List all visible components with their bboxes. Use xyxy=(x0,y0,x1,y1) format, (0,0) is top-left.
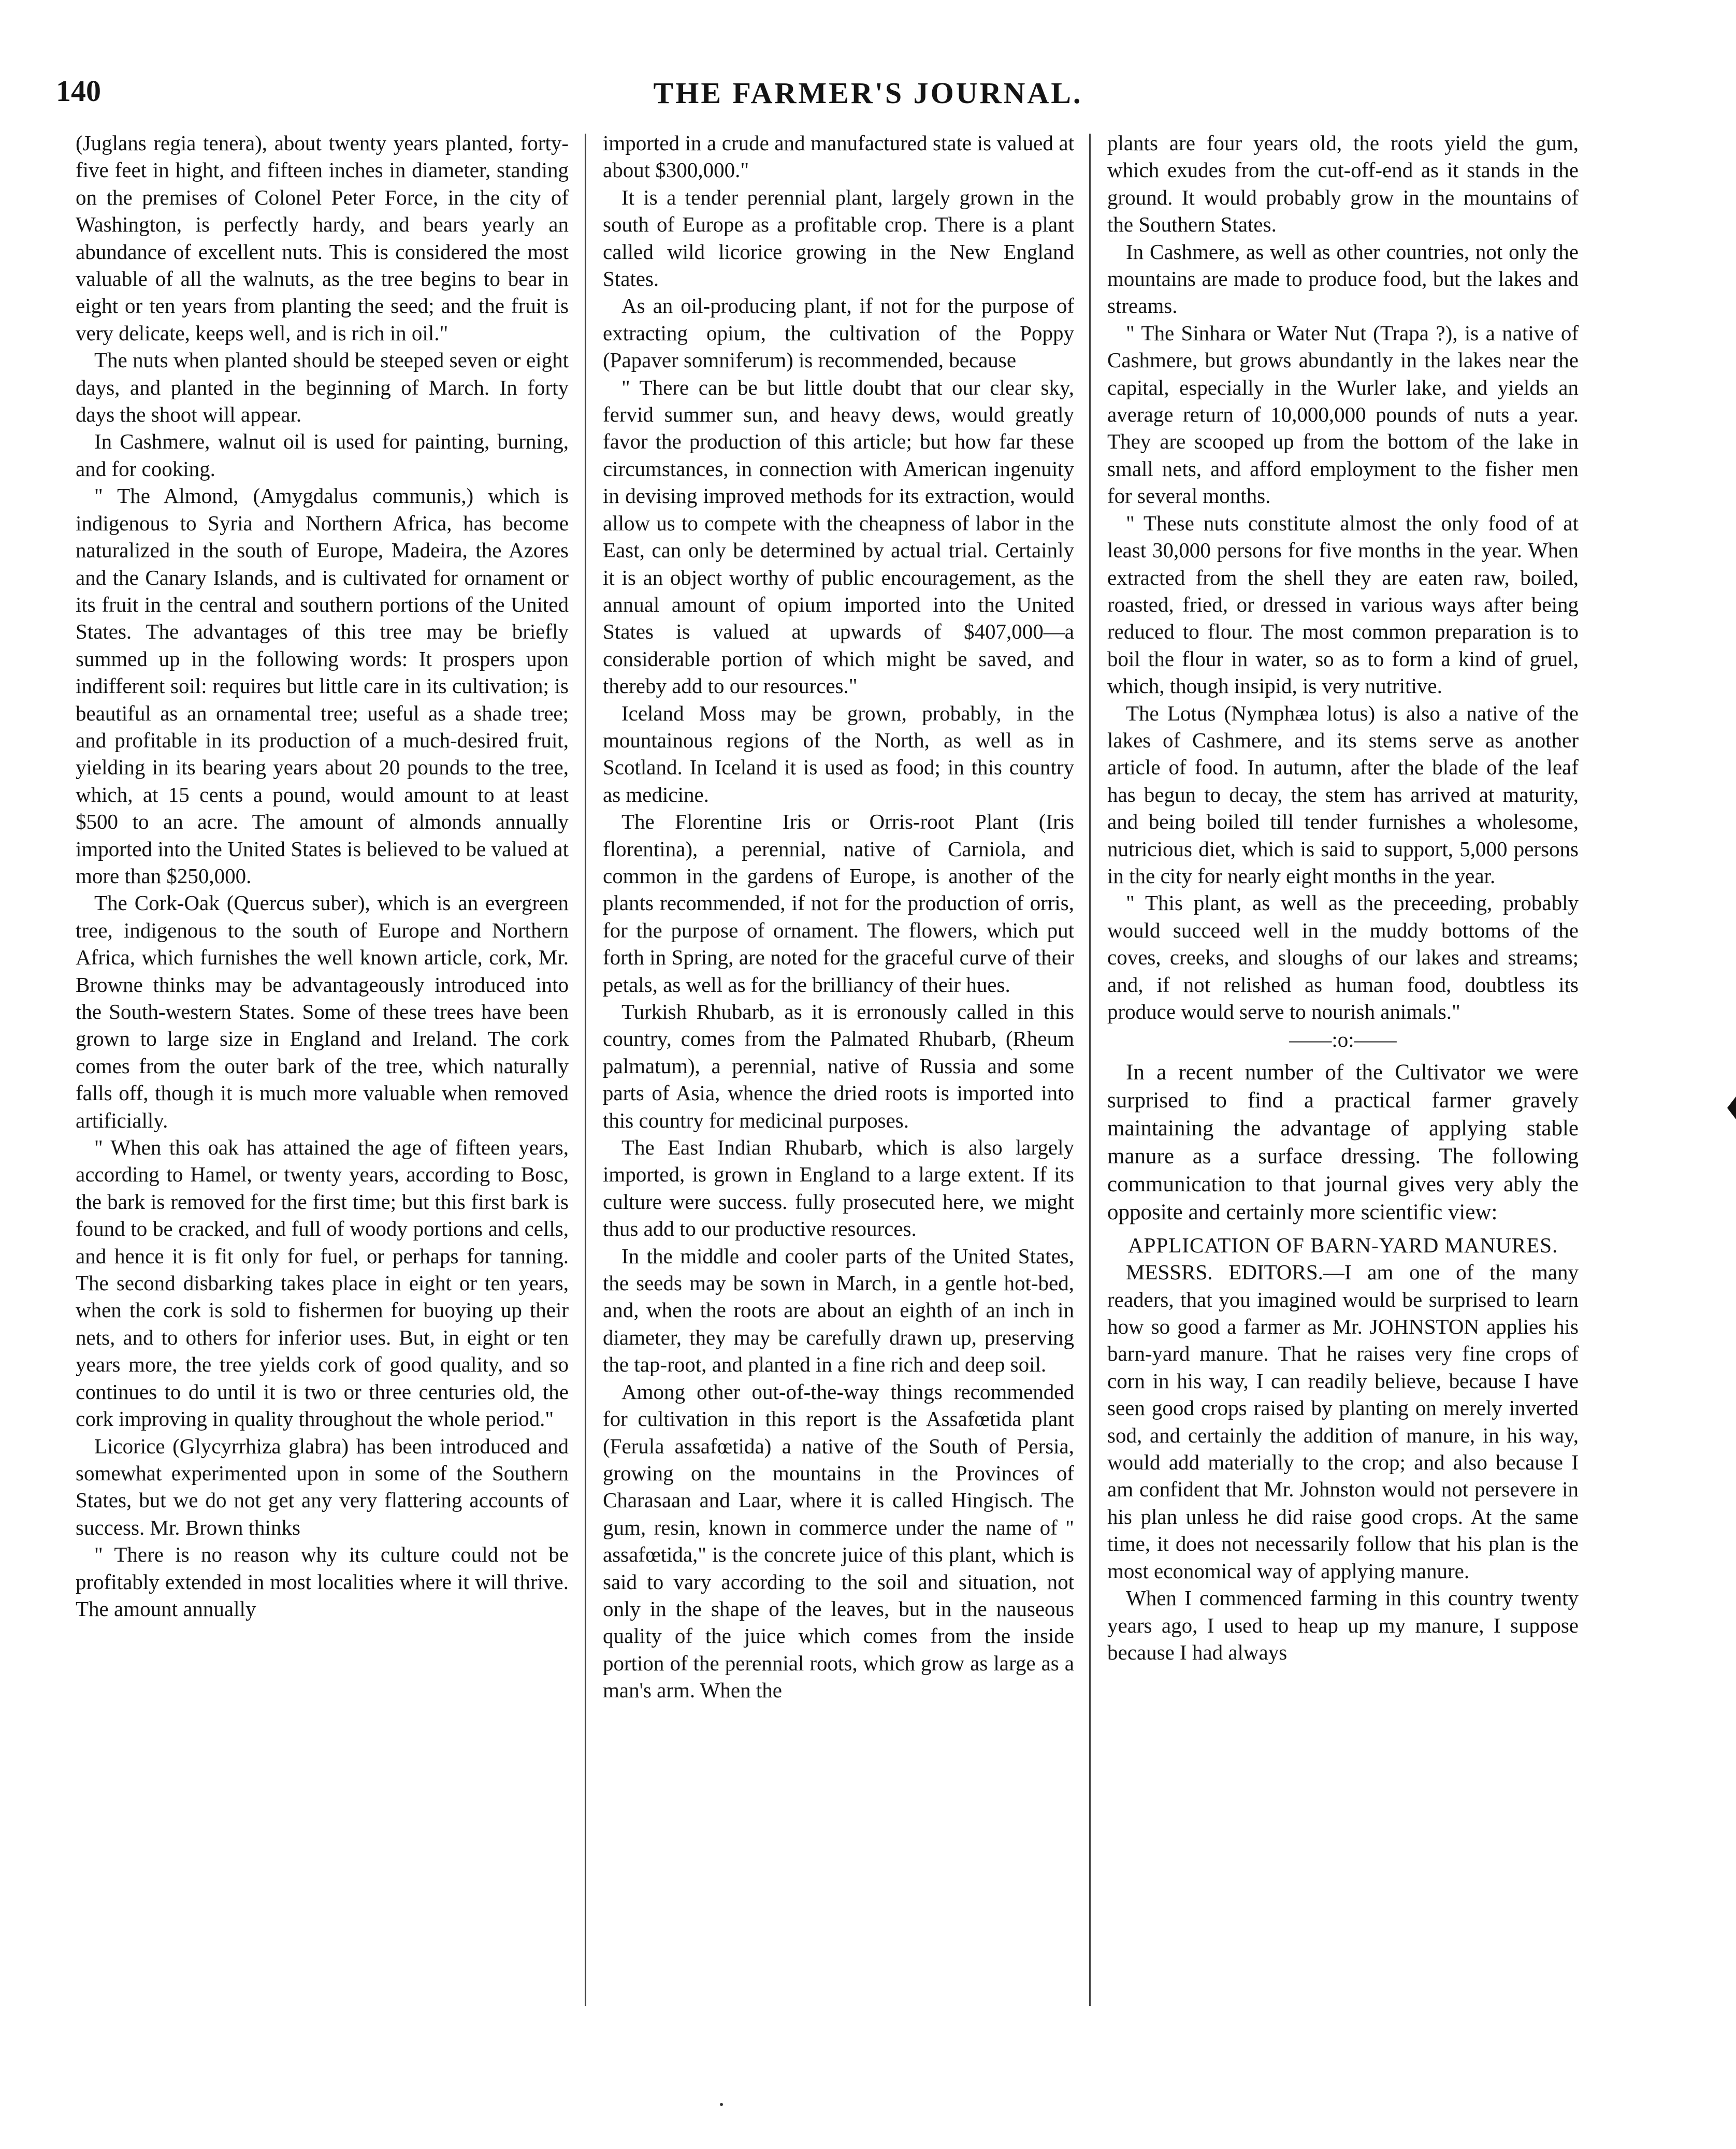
page-header xyxy=(0,74,1736,115)
page-edge-arrow-icon xyxy=(1727,1097,1736,1119)
letter-paragraph: MESSRS. EDITORS.—I am one of the many readers, that you imagined would be surprised to learn how so good a farmer as Mr. JOHNSTON applies his barn-yard manure. That he raises very fine crops of corn in his way, I can readily believe, because I have seen good crops raised by planting on merely inverted sod, and certainly the addition of manure, in his way, would add materially to the crop; and also because I am confident that Mr. Johnston would not persevere in his plan unless he did raise good crops. At the same time, it does not necessarily follow that his plan is the most economical way of applying manure. xyxy=(1107,1260,1579,1583)
column-rule xyxy=(585,134,586,2006)
paragraph: " These nuts constitute almost the only food of at least 30,000 persons for five months in the year. When extracted from the shell they are eaten raw, boiled, roasted, fried, or dressed in various ways after being reduced to flour. The most common preparation is to boil the flour in water, so as to form a kind of gruel, which, though insipid, is very nutritive. xyxy=(1107,511,1579,698)
paragraph: " There is no reason why its culture could not be profitably extended in most localities where it will thrive. The amount annually xyxy=(76,1542,569,1621)
paragraph: " There can be but little doubt that our clear sky, fervid summer sun, and heavy dews, would greatly favor the production of this article; but how far these circumstances, in connection with American ingenuity in devising improved methods for its extraction, would allow us to compete with the cheapness of labor in the East, can only be determined by actual trial. Certainly it is an object worthy of public encouragement, as the annual amount of opium imported into the United States is valued at upwards of $407,000—a considerable portion of which might be saved, and thereby add to our resources." xyxy=(603,375,1074,698)
section-heading: APPLICATION OF BARN-YARD MANURES. xyxy=(1128,1233,1558,1257)
paragraph: (Juglans regia tenera), about twenty years planted, forty-five feet in hight, and fifteen inches in diameter, standing on the premises of Colonel Peter Force, in the city of Washington, is perfectly hardy, and bears yearly an abundance of excellent nuts. This is considered the most valuable of all the walnuts, as the tree begins to bear in eight or ten years from planting the seed; and the fruit is very delicate, keeps well, and is rich in oil." xyxy=(76,131,569,345)
paragraph: The Cork-Oak (Quercus suber), which is an evergreen tree, indigenous to the south of Europe and Northern Africa, which furnishes the well known article, cork, Mr. Browne thinks may be advantageously introduced into the South-western States. Some of these trees have been grown to large size in England and Ireland. The cork comes from the outer bark of the tree, which naturally falls off, though it is much more valuable when removed artificially. xyxy=(76,891,569,1132)
column-3 xyxy=(1107,129,1579,1666)
paragraph: Iceland Moss may be grown, probably, in the mountainous regions of the North, as well as in Scotland. In Iceland it is used as food; in this country as medicine. xyxy=(603,701,1074,806)
paragraph: " The Almond, (Amygdalus communis,) which is indigenous to Syria and Northern Africa, has become naturalized in the south of Europe, Madeira, the Azores and the Canary Islands, and is cultivated for ornament or its fruit in the central and southern portions of the United States. The advantages of this tree may be briefly summed up in the following words: It prospers upon indifferent soil: requires but little care in its cultivation; is beautiful as an ornamental tree; useful as a shade tree; and profitable in its production of a much-desired fruit, yielding in its bearing years about 20 pounds to the tree, which, at 15 cents a pound, would amount to at least $500 to an acre. The amount of almonds annually imported into the United States is believed to be valued at more than $250,000. xyxy=(76,484,569,888)
paragraph: The Lotus (Nymphæa lotus) is also a native of the lakes of Cashmere, and its stems serve as another article of food. In autumn, after the blade of the leaf has begun to decay, the stem has arrived at maturity, and being boiled till tender furnishes a wholesome, nutricious diet, which is said to support, 5,000 persons in the city for nearly eight months in the year. xyxy=(1107,701,1579,888)
column-2 xyxy=(603,129,1074,1704)
running-title: THE FARMER'S JOURNAL. xyxy=(653,76,1083,110)
paragraph: In Cashmere, as well as other countries, not only the mountains are made to produce food, but the lakes and streams. xyxy=(1107,239,1579,318)
paragraph: In Cashmere, walnut oil is used for painting, burning, and for cooking. xyxy=(76,429,569,481)
paragraph: plants are four years old, the roots yield the gum, which exudes from the cut-off-end as it stands in the ground. It would probably grow in the mountains of the Southern States. xyxy=(1107,131,1579,237)
page-number: 140 xyxy=(56,74,101,108)
paragraph: Licorice (Glycyrrhiza glabra) has been introduced and somewhat experimented upon in some of the Southern States, but we do not get any very flattering accounts of success. Mr. Brown thinks xyxy=(76,1434,569,1539)
paragraph: imported in a crude and manufactured state is valued at about $300,000." xyxy=(603,131,1074,182)
section-separator: ——:o:—— xyxy=(1289,1028,1397,1052)
column-1 xyxy=(76,129,569,1622)
paragraph: " When this oak has attained the age of fifteen years, according to Hamel, or twenty years, according to Bosc, the bark is removed for the first time; but this first bark is found to be cracked, and full of woody portions and cells, and hence it is fit only for fuel, or perhaps for tanning. The second disbarking takes place in eight or ten years, when the cork is sold to fishermen for buoying up their nets, and to others for inferior uses. But, in eight or ten years more, the tree yields cork of good quality, and so continues to do until it is two or three centuries old, the cork improving in quality throughout the whole period." xyxy=(76,1135,569,1431)
column-rule xyxy=(1089,134,1091,2006)
paragraph: Turkish Rhubarb, as it is erronously called in this country, comes from the Palmated Rhubarb, (Rheum palmatum), a perennial, native of Russia and some parts of Asia, whence the dried roots is imported into this country for medicinal purposes. xyxy=(603,1000,1074,1132)
paragraph: The East Indian Rhubarb, which is also largely imported, is grown in England to a large extent. If its culture were success. fully prosecuted here, we might thus add to our productive resources. xyxy=(603,1135,1074,1241)
paragraph: " The Sinhara or Water Nut (Trapa ?), is a native of Cashmere, but grows abundantly in the lakes near the capital, especially in the Wurler lake, and yields an average return of 10,000,000 pounds of nuts a year. They are scooped up from the bottom of the lake in small nets, and afford employment to the fisher men for several months. xyxy=(1107,321,1579,508)
print-speck xyxy=(720,2103,723,2106)
editorial-note: In a recent number of the Cultivator we were surprised to find a practical farmer gravely maintaining the advantage of applying stable manure as a surface dressing. The following communication to that journal gives very ably the opposite and certainly more scientific view: xyxy=(1107,1060,1579,1224)
letter-paragraph: When I commenced farming in this country twenty years ago, I used to heap up my manure, I suppose because I had always xyxy=(1107,1586,1579,1664)
paragraph: As an oil-producing plant, if not for the purpose of extracting opium, the cultivation of the Poppy (Papaver somniferum) is recommended, because xyxy=(603,294,1074,372)
paragraph: Among other out-of-the-way things recommended for cultivation in this report is the Assafœtida plant (Ferula assafœtida) a native of the South of Persia, growing on the mountains in the Provinces of Charasaan and Laar, where it is called Hingisch. The gum, resin, known in commerce under the name of " assafœtida," is the concrete juice of this plant, which is said to vary according to the soil and situation, not only in the shape of the leaves, but in the nauseous quality of the juice which comes from the inside portion of the perennial roots, which grow as large as a man's arm. When the xyxy=(603,1379,1074,1703)
paragraph: In the middle and cooler parts of the United States, the seeds may be sown in March, in a gentle hot-bed, and, when the roots are about an eighth of an inch in diameter, they may be carefully drawn up, preserving the tap-root, and planted in a fine rich and deep soil. xyxy=(603,1244,1074,1377)
paragraph: The Florentine Iris or Orris-root Plant (Iris florentina), a perennial, native of Carniola, and common in the gardens of Europe, is another of the plants recommended, if not for the production of orris, for the purpose of ornament. The flowers, which put forth in Spring, are noted for the graceful curve of their petals, as well as for the brilliancy of their hues. xyxy=(603,810,1074,997)
paragraph: The nuts when planted should be steeped seven or eight days, and planted in the beginning of March. In forty days the shoot will appear. xyxy=(76,348,569,427)
paragraph: It is a tender perennial plant, largely grown in the south of Europe as a profitable crop. There is a plant called wild licorice growing in the New England States. xyxy=(603,185,1074,291)
paragraph: " This plant, as well as the preceeding, probably would succeed well in the muddy bottoms of the coves, creeks, and sloughs of our lakes and streams; and, if not relished as human food, doubtless its produce would serve to nourish animals." xyxy=(1107,891,1579,1023)
